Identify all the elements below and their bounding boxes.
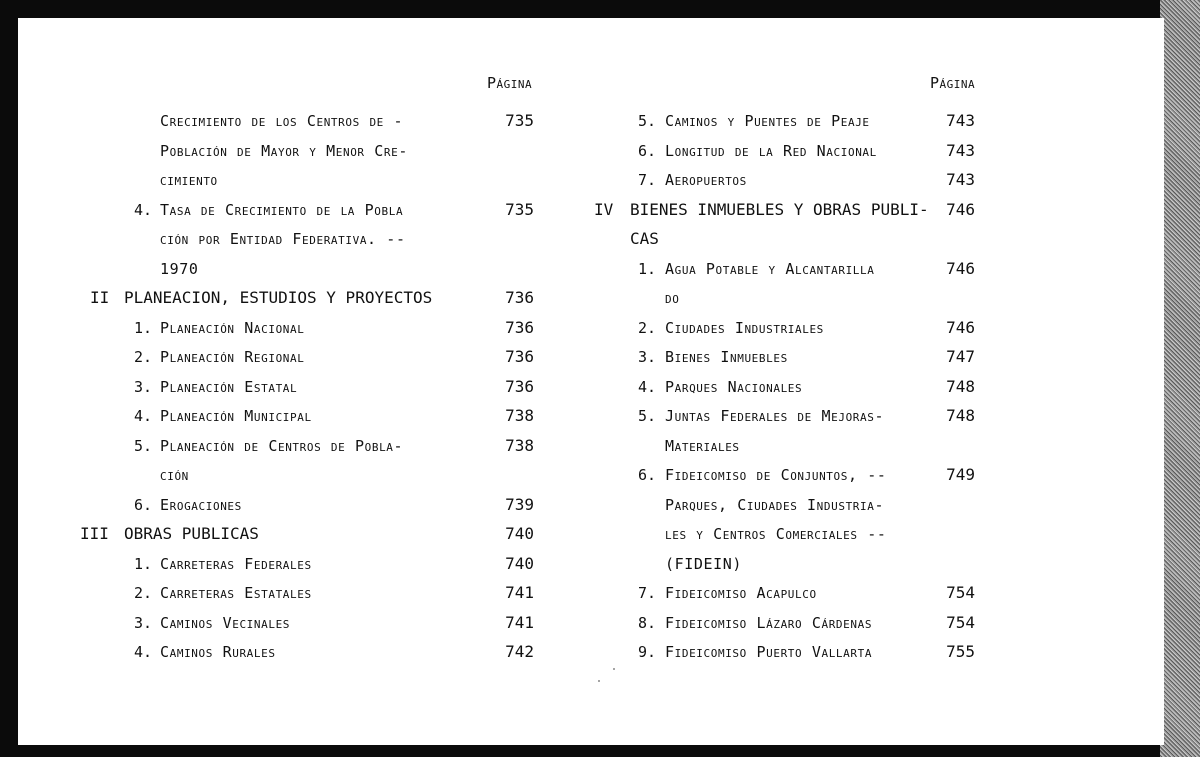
scan-speck — [613, 668, 615, 670]
toc-item-title-line: Planeación Estatal — [160, 377, 298, 396]
toc-page-number: 738 — [505, 406, 534, 425]
scan-edge-noise — [1160, 0, 1200, 757]
toc-item — [134, 553, 534, 584]
toc-item-number: 3. — [134, 377, 153, 396]
toc-section — [594, 199, 975, 259]
toc-item-number: 6. — [638, 141, 657, 160]
toc-section — [80, 524, 534, 554]
toc-item-number: 3. — [134, 613, 153, 632]
toc-item-title-line: Planeación Regional — [160, 348, 305, 366]
toc-section-numeral: III — [80, 524, 109, 543]
toc-page-number: 738 — [505, 435, 534, 455]
toc-page-number: 736 — [505, 288, 534, 307]
toc-item — [638, 642, 975, 672]
toc-page-number: 755 — [946, 642, 975, 661]
toc-item — [134, 612, 534, 643]
toc-item-number: 1. — [134, 318, 153, 337]
toc-item-number: 7. — [638, 584, 657, 602]
toc-page-number: 739 — [505, 494, 534, 514]
toc-item-title-line: OBRAS PUBLICAS — [124, 524, 259, 543]
toc-item-title-line: Aeropuertos — [665, 171, 747, 189]
toc-item-title-line: Erogaciones — [160, 495, 242, 514]
toc-item — [134, 347, 534, 377]
toc-item-title-line: (FIDEIN) — [665, 554, 743, 573]
toc-item-number: 5. — [638, 112, 657, 130]
toc-section-numeral: IV — [594, 199, 614, 219]
toc-item-title-line: Caminos Rurales — [160, 643, 276, 661]
toc-item — [134, 376, 534, 407]
toc-item-title-line: Población de Mayor y Menor Cre- — [160, 141, 408, 160]
toc-item-title-line: Parques Nacionales — [665, 377, 803, 396]
toc-item-title-line: Carreteras Estatales — [160, 584, 312, 602]
toc-item-title-line: CAS — [630, 229, 659, 248]
toc-item-title-line: les y Centros Comerciales -- — [665, 525, 887, 543]
toc-page-number: 746 — [946, 199, 975, 219]
toc-page-number: 743 — [946, 111, 975, 130]
toc-item-number: 3. — [638, 348, 657, 366]
toc-item — [638, 170, 975, 200]
toc-page-number: 743 — [946, 140, 975, 160]
toc-item-title-line: Caminos y Puentes de Peaje — [665, 112, 870, 130]
toc-item-title-line: Juntas Federales de Mejoras- — [665, 407, 885, 425]
toc-section — [90, 288, 534, 318]
toc-page-number: 741 — [505, 583, 534, 602]
toc-section-numeral: II — [90, 288, 110, 307]
toc-page-number: 743 — [946, 170, 975, 189]
toc-item — [638, 111, 975, 141]
toc-item-title-line: Fideicomiso Puerto Vallarta — [665, 643, 873, 661]
toc-item-title-line: cimiento — [160, 171, 218, 189]
toc-page-number: 741 — [505, 612, 534, 632]
toc-item-title-line: Planeación de Centros de Pobla- — [160, 436, 404, 455]
toc-item-title-line: ción por Entidad Federativa. -- — [160, 230, 406, 248]
toc-item — [638, 376, 975, 407]
toc-item-title-line: Longitud de la Red Nacional — [665, 141, 877, 160]
toc-item-title-line: Tasa de Crecimiento de la Pobla — [160, 200, 404, 219]
toc-item-number: 4. — [134, 407, 153, 425]
toc-item — [134, 642, 534, 672]
toc-item — [134, 199, 534, 289]
page-column-header-right: Página — [930, 74, 976, 92]
toc-page-number: 748 — [946, 406, 975, 425]
toc-item-number: 6. — [134, 495, 153, 514]
toc-item — [134, 406, 534, 436]
toc-item-number: 7. — [638, 171, 657, 189]
toc-item — [134, 494, 534, 525]
toc-item-number: 4. — [134, 643, 153, 661]
toc-page-number: 736 — [505, 317, 534, 337]
toc-page-number: 735 — [505, 111, 534, 130]
toc-item — [638, 612, 975, 643]
toc-item — [638, 406, 975, 465]
toc-item-title-line: Materiales — [665, 436, 740, 455]
toc-item-title-line: Crecimiento de los Centros de - — [160, 112, 404, 130]
toc-item-title-line: Bienes Inmuebles — [665, 348, 788, 366]
toc-item — [638, 317, 975, 348]
toc-item-number: 5. — [638, 407, 657, 425]
toc-item-title-line: PLANEACION, ESTUDIOS Y PROYECTOS — [124, 288, 433, 307]
toc-item-title-line: Caminos Vecinales — [160, 613, 291, 632]
toc-item-number: 2. — [134, 348, 153, 366]
toc-item-title-line: ción — [160, 466, 189, 484]
page-column-header-left: Página — [487, 74, 533, 92]
toc-item — [638, 465, 975, 583]
toc-page-number: 736 — [505, 347, 534, 366]
toc-item — [134, 317, 534, 348]
toc-item-title-line: Parques, Ciudades Industria- — [665, 495, 885, 514]
toc-page-number: 748 — [946, 376, 975, 396]
toc-page-number: 746 — [946, 317, 975, 337]
toc-page-number: 747 — [946, 347, 975, 366]
toc-item-number: 8. — [638, 613, 657, 632]
toc-page-number: 740 — [505, 524, 534, 543]
toc-item-title-line: BIENES INMUEBLES Y OBRAS PUBLI- — [630, 199, 929, 219]
toc-page-number: 746 — [946, 258, 975, 278]
toc-page-number: 740 — [505, 553, 534, 573]
toc-item — [134, 435, 534, 495]
toc-item-number: 2. — [638, 318, 657, 337]
toc-item-number: 4. — [638, 377, 657, 396]
toc-item-title-line: do — [665, 289, 680, 307]
toc-item-title-line: Planeación Municipal — [160, 407, 312, 425]
toc-item — [638, 583, 975, 613]
toc-page-number: 754 — [946, 583, 975, 602]
toc-item — [638, 347, 975, 377]
toc-item-number: 1. — [638, 259, 657, 278]
toc-item-number: 4. — [134, 200, 153, 219]
toc-item-title-line: Fideicomiso Lázaro Cárdenas — [665, 613, 873, 632]
toc-item-title-line: Agua Potable y Alcantarilla — [665, 259, 875, 278]
toc-page-number: 754 — [946, 612, 975, 632]
toc-item-title-line: Ciudades Industriales — [665, 318, 824, 337]
toc-item-number: 1. — [134, 554, 153, 573]
toc-item-title-line: Planeación Nacional — [160, 318, 305, 337]
toc-item — [638, 258, 975, 318]
toc-item — [134, 583, 534, 613]
toc-item — [638, 140, 975, 171]
toc-item-number: 9. — [638, 643, 657, 661]
toc-item-number: 6. — [638, 466, 657, 484]
toc-item — [160, 111, 534, 200]
toc-item-title-line: Fideicomiso Acapulco — [665, 584, 817, 602]
toc-page-number: 736 — [505, 376, 534, 396]
toc-item-number: 2. — [134, 584, 153, 602]
toc-item-title-line: Carreteras Federales — [160, 554, 312, 573]
toc-page-number: 735 — [505, 199, 534, 219]
toc-item-number: 5. — [134, 436, 153, 455]
toc-page-number: 742 — [505, 642, 534, 661]
toc-page-number: 749 — [946, 465, 975, 484]
toc-item-title-line: 1970 — [160, 259, 199, 278]
scan-speck — [598, 680, 600, 682]
toc-item-title-line: Fideicomiso de Conjuntos, -- — [665, 466, 887, 484]
